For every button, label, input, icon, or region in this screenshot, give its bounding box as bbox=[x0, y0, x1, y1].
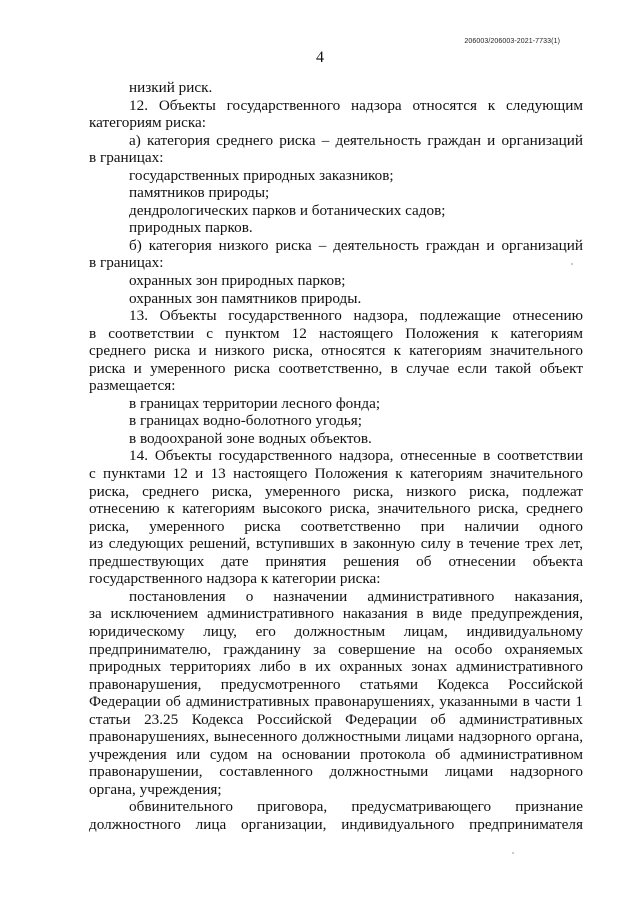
scan-speck bbox=[571, 263, 573, 265]
text-line: с пунктами 12 и 13 настоящего Положения к категориям значительного bbox=[89, 465, 583, 483]
text-line: в границах территории лесного фонда; bbox=[129, 394, 381, 412]
text-line: низкий риск. bbox=[129, 79, 213, 96]
text-line: предшествующих дате принятия решения об отнесении объекта bbox=[89, 552, 583, 570]
text-line: 14. Объекты государственного надзора, отнесенные в соответствии bbox=[129, 447, 583, 465]
text-line: предпринимателю, гражданину за совершение на особо охраняемых bbox=[89, 640, 583, 658]
document-body bbox=[89, 79, 583, 834]
text-line: статьи 23.25 Кодекса Российской Федерации об административных bbox=[89, 710, 583, 728]
text-line: риска и умеренного риска соответственно, в случае если такой объект bbox=[89, 359, 583, 377]
text-line: в границах водно-болотного угодья; bbox=[129, 412, 362, 430]
text-line: правонарушении, составленного должностными лицами надзорного bbox=[89, 763, 583, 781]
text-line: государственного надзора к категории риска: bbox=[89, 570, 381, 588]
text-line: категориям риска: bbox=[89, 114, 207, 132]
text-line: 13. Объекты государственного надзора, подлежащие отнесению bbox=[129, 307, 583, 325]
text-line: государственных природных заказников; bbox=[129, 166, 394, 184]
text-line: среднего риска и низкого риска, относятся к категориям значительного bbox=[89, 342, 583, 360]
text-line: из следующих решений, вступивших в законную силу в течение трех лет, bbox=[89, 535, 583, 553]
text-line: постановления о назначении административного наказания, bbox=[129, 587, 583, 605]
text-line: 12. Объекты государственного надзора относятся к следующим bbox=[129, 96, 583, 114]
text-line: отнесению к категориям высокого риска, значительного риска, среднего bbox=[89, 500, 583, 518]
scan-speck bbox=[512, 852, 514, 854]
text-line: природных территориях либо в их охранных зонах административного bbox=[89, 658, 583, 676]
text-line: Федерации об административных правонарушениях, указанными в части 1 bbox=[89, 693, 583, 711]
document-code: 206003/206003-2021-7733(1) bbox=[464, 38, 560, 45]
text-line: правонарушениях, вынесенного должностными лицами надзорного органа, bbox=[89, 728, 583, 746]
text-line: размещается: bbox=[89, 377, 176, 395]
text-line: в соответствии с пунктом 12 настоящего Положения к категориям bbox=[89, 324, 583, 342]
text-line: в границах: bbox=[89, 149, 164, 167]
text-line: б) категория низкого риска – деятельность граждан и организаций bbox=[129, 236, 583, 254]
text-line: органа, учреждения; bbox=[89, 780, 222, 798]
text-line: риска, умеренного риска соответственно при наличии одного bbox=[89, 517, 583, 535]
text-line: учреждения или судом на основании протокола об административном bbox=[89, 745, 583, 763]
text-line: природных парков. bbox=[129, 219, 253, 237]
text-line: памятников природы; bbox=[129, 184, 270, 202]
text-line: за исключением административного наказания в виде предупреждения, bbox=[89, 605, 583, 623]
text-line: в границах: bbox=[89, 254, 164, 272]
text-line: а) категория среднего риска – деятельность граждан и организаций bbox=[129, 131, 583, 149]
page-number: 4 bbox=[316, 49, 324, 66]
text-line: правонарушения, предусмотренного статьями Кодекса Российской bbox=[89, 675, 583, 693]
text-line: дендрологических парков и ботанических садов; bbox=[129, 201, 446, 219]
text-line: охранных зон памятников природы. bbox=[129, 289, 362, 307]
text-line: обвинительного приговора, предусматривающего признание bbox=[129, 798, 583, 816]
text-line: охранных зон природных парков; bbox=[129, 272, 346, 290]
text-line: должностного лица организации, индивидуального предпринимателя bbox=[89, 815, 583, 833]
text-line: юридическому лицу, его должностным лицам, индивидуальному bbox=[89, 622, 583, 640]
text-line: в водоохраной зоне водных объектов. bbox=[129, 429, 372, 447]
text-line: риска, среднего риска, умеренного риска, низкого риска, подлежат bbox=[89, 482, 583, 500]
